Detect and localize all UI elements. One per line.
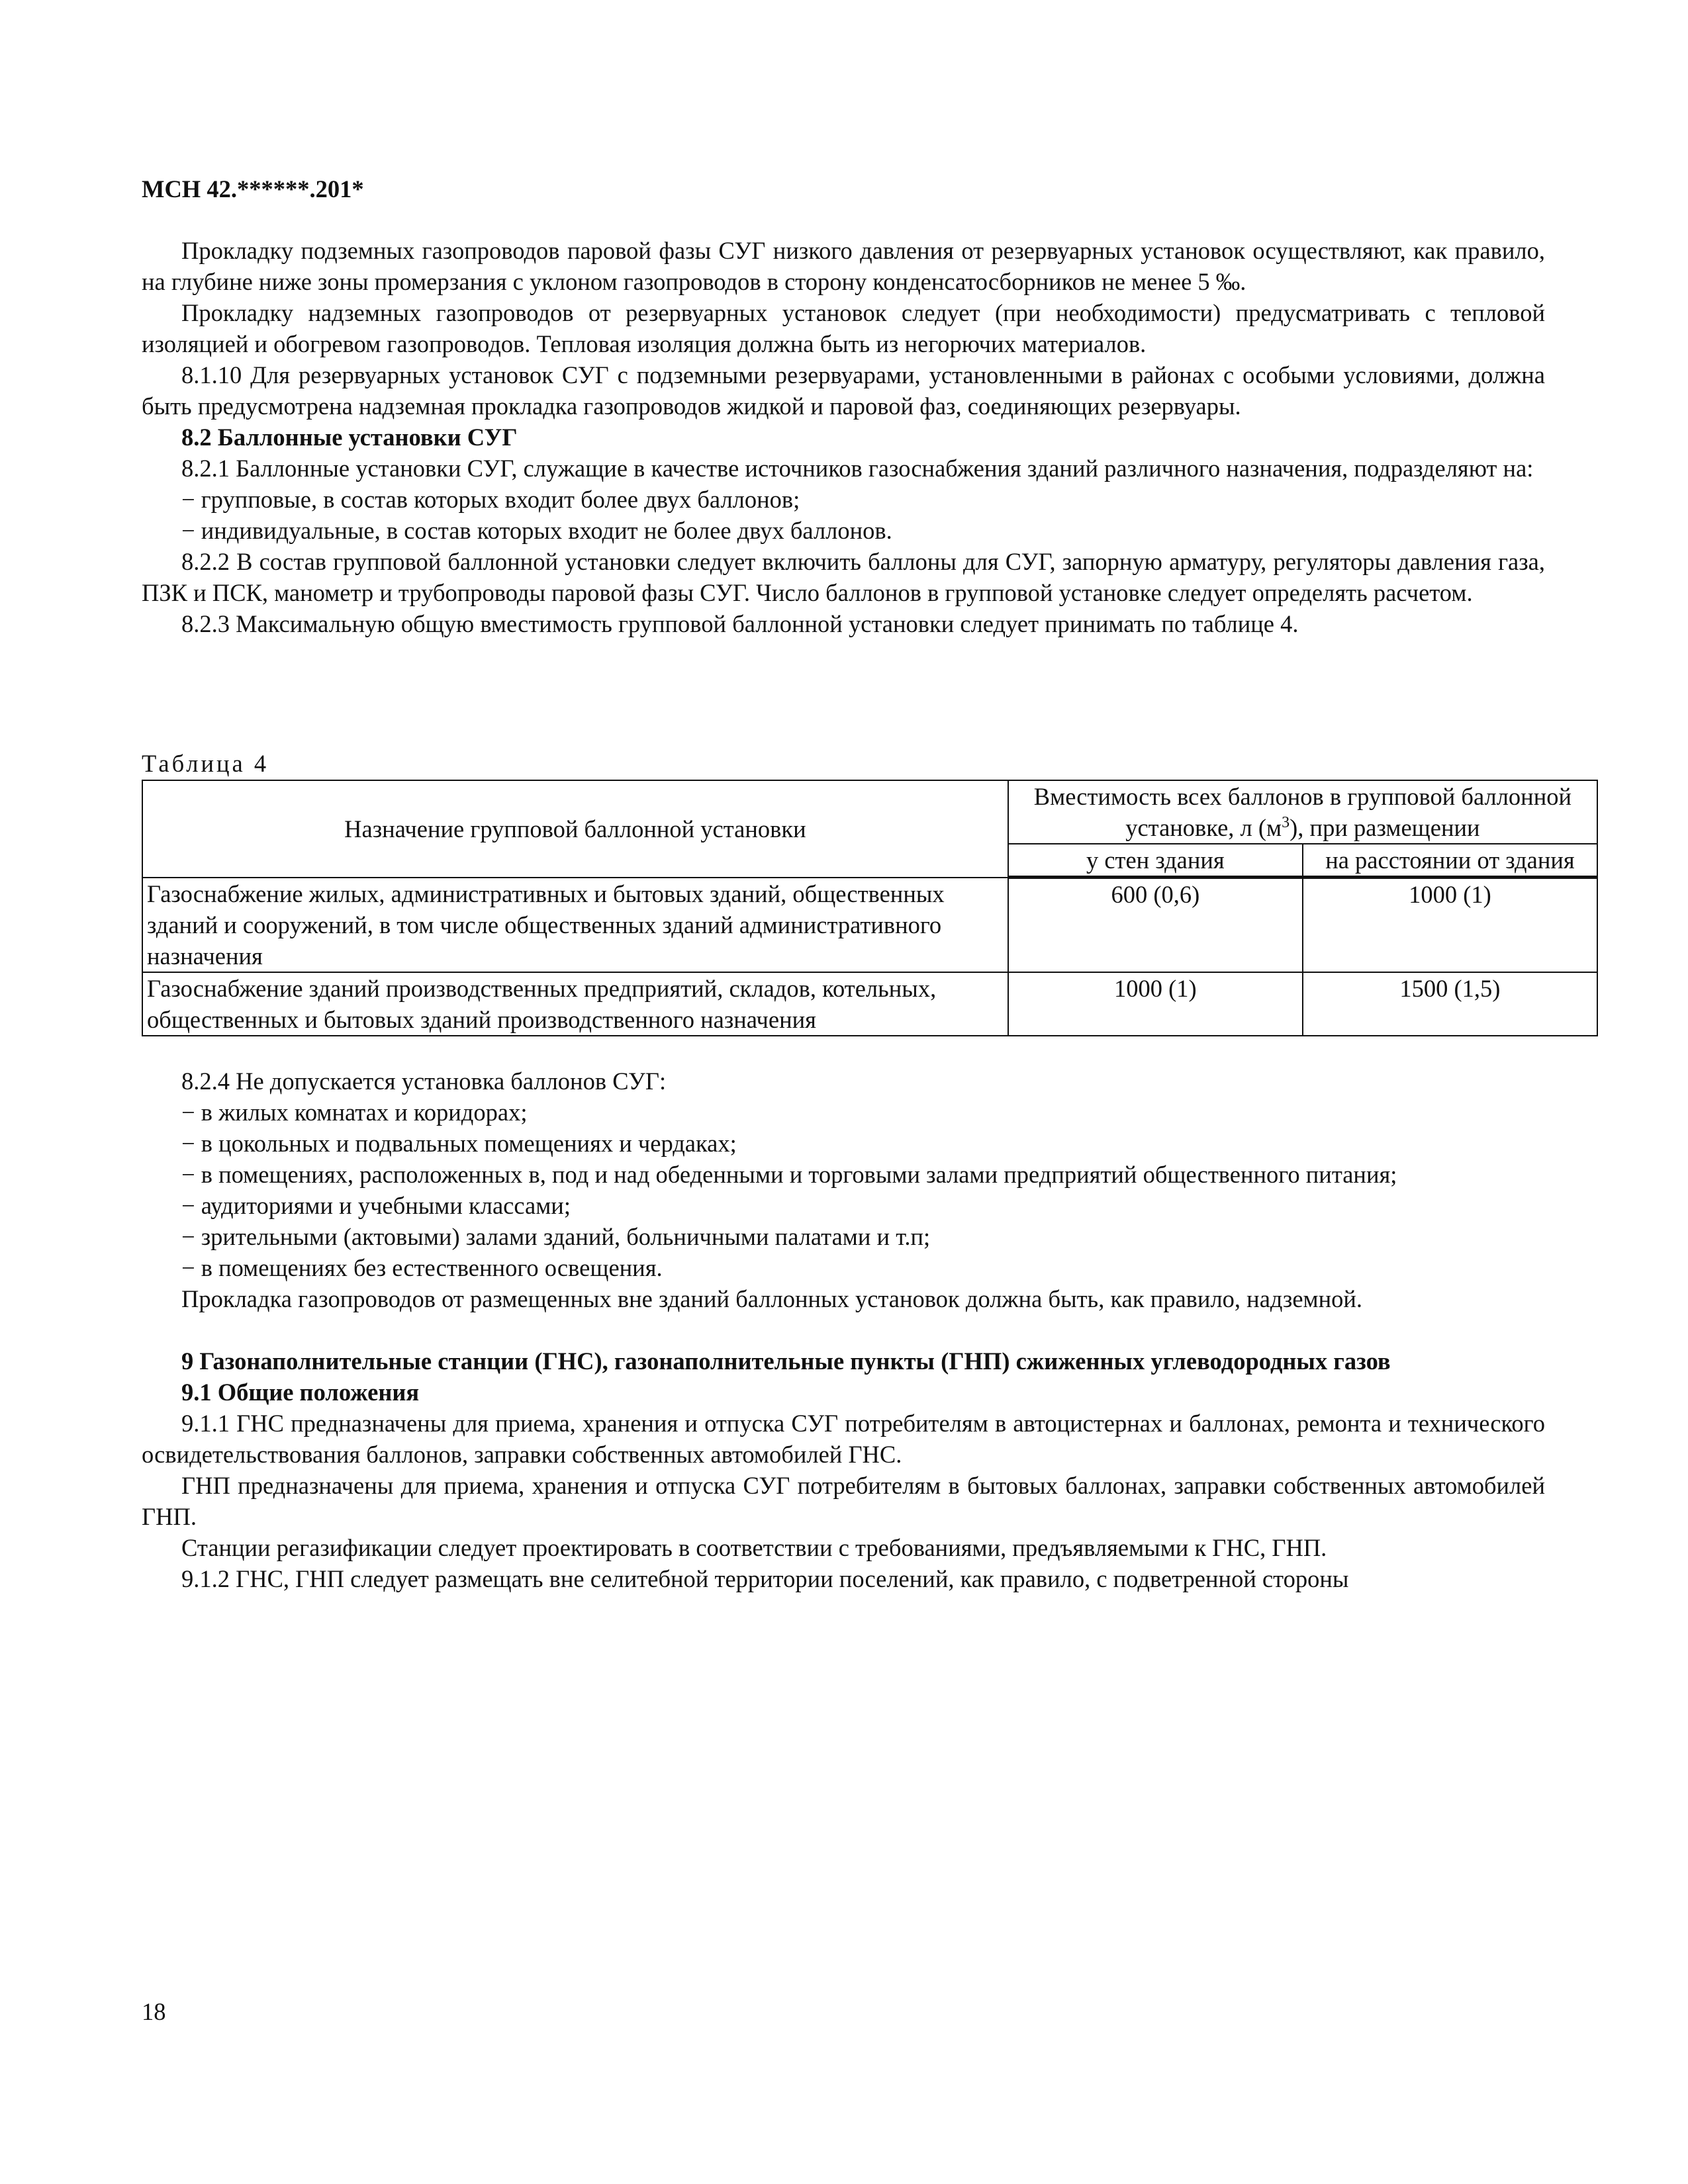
section-8-2-title: 8.2 Баллонные установки СУГ <box>181 424 518 451</box>
list-item-group: − групповые, в состав которых входит более двух баллонов; <box>181 486 800 513</box>
table-cell-wall: 1000 (1) <box>1008 972 1303 1036</box>
paragraph-9-1-1: 9.1.1 ГНС предназначены для приема, хранения и отпуска СУГ потребителям в автоцистернах и баллонах, ремонта и технического освидетельствования баллонов, заправки собственных автомобилей ГНС. <box>142 1409 1545 1468</box>
list-item: − в жилых комнатах и коридорах; <box>181 1098 528 1126</box>
list-item-individual: − индивидуальные, в состав которых входит не более двух баллонов. <box>181 517 892 544</box>
list-item: − в цокольных и подвальных помещениях и чердаках; <box>181 1129 737 1157</box>
list-item: − аудиториями и учебными классами; <box>181 1191 571 1219</box>
section-9-title: 9 Газонаполнительные станции (ГНС), газонаполнительные пункты (ГНП) сжиженных углеводородных газов <box>181 1347 1391 1375</box>
paragraph-regasification: Станции регазификации следует проектировать в соответствии с требованиями, предъявляемыми к ГНС, ГНП. <box>181 1533 1327 1561</box>
table-cell-wall: 600 (0,6) <box>1008 878 1303 972</box>
table-header-purpose: Назначение групповой баллонной установки <box>142 780 1008 878</box>
list-item: − в помещениях без естественного освещения. <box>181 1253 663 1281</box>
page-number: 18 <box>142 1998 166 2025</box>
table-subheader-distance: на расстоянии от здания <box>1303 844 1597 878</box>
capacity-superscript: 3 <box>1282 813 1290 831</box>
table-header-capacity <box>1008 780 1597 844</box>
paragraph-aboveground-cylinders: Прокладка газопроводов от размещенных вне зданий баллонных установок должна быть, как правило, надземной. <box>181 1285 1363 1312</box>
table-cell-distance: 1000 (1) <box>1303 878 1597 972</box>
paragraph-8-2-4: 8.2.4 Не допускается установка баллонов СУГ: <box>181 1067 667 1095</box>
list-item: − в помещениях, расположенных в, под и над обеденными и торговыми залами предприятий общественного питания; <box>181 1160 1397 1188</box>
section-9-1-title: 9.1 Общие положения <box>181 1378 420 1406</box>
paragraph-aboveground-pipes: Прокладку надземных газопроводов от резервуарных установок следует (при необходимости) предусматривать с тепловой изоляцией и обогревом газопроводов. Тепловая изоляция должна быть из негорючих материалов. <box>142 299 1545 357</box>
table-row <box>142 972 1597 1036</box>
paragraph-8-2-1: 8.2.1 Баллонные установки СУГ, служащие в качестве источников газоснабжения зданий различного назначения, подразделяют на: <box>181 455 1534 482</box>
table-cell-purpose: Газоснабжение зданий производственных предприятий, складов, котельных, общественных и бытовых зданий производственного назначения <box>142 972 1008 1036</box>
paragraph-9-1-2: 9.1.2 ГНС, ГНП следует размещать вне селитебной территории поселений, как правило, с подветренной стороны <box>181 1565 1349 1592</box>
table-cell-distance: 1500 (1,5) <box>1303 972 1597 1036</box>
spacer <box>142 1314 1545 1345</box>
table-subheader-wall: у стен здания <box>1008 844 1303 878</box>
capacity-text-a: Вместимость всех баллонов в групповой баллонной установке, л (м <box>1033 783 1572 841</box>
list-item: − зрительными (актовыми) залами зданий, больничными палатами и т.п; <box>181 1222 931 1250</box>
paragraph-8-1-10: 8.1.10 Для резервуарных установок СУГ с подземными резервуарами, установленными в районах с особыми условиями, должна быть предусмотрена надземная прокладка газопроводов жидкой и паровой фаз, соединяющих резервуары. <box>142 361 1545 420</box>
table-caption: Таблица 4 <box>142 750 269 777</box>
paragraph-gnp: ГНП предназначены для приема, хранения и отпуска СУГ потребителям в бытовых баллонах, заправки собственных автомобилей ГНП. <box>142 1471 1545 1530</box>
document-code: МСН 42.******.201* <box>142 175 364 203</box>
document-page <box>142 173 1575 1594</box>
capacity-text-b: ), при размещении <box>1289 814 1480 841</box>
paragraph-8-2-2: 8.2.2 В состав групповой баллонной установки следует включить баллоны для СУГ, запорную арматуру, регуляторы давления газа, ПЗК и ПСК, манометр и трубопроводы паровой фазы СУГ. Число баллонов в групповой установке следует определять расчетом. <box>142 548 1545 606</box>
paragraph-underground-pipes: Прокладку подземных газопроводов паровой фазы СУГ низкого давления от резервуарных установок осуществляют, как правило, на глубине ниже зоны промерзания с уклоном газопроводов в сторону конденсатосборников не менее 5 ‰. <box>142 237 1545 295</box>
paragraph-8-2-3: 8.2.3 Максимальную общую вместимость групповой баллонной установки следует принимать по таблице 4. <box>181 610 1299 637</box>
table-cell-purpose: Газоснабжение жилых, административных и бытовых зданий, общественных зданий и сооружений, в том числе общественных зданий административного назначения <box>142 878 1008 972</box>
table-row <box>142 878 1597 972</box>
table-4 <box>142 780 1598 1036</box>
